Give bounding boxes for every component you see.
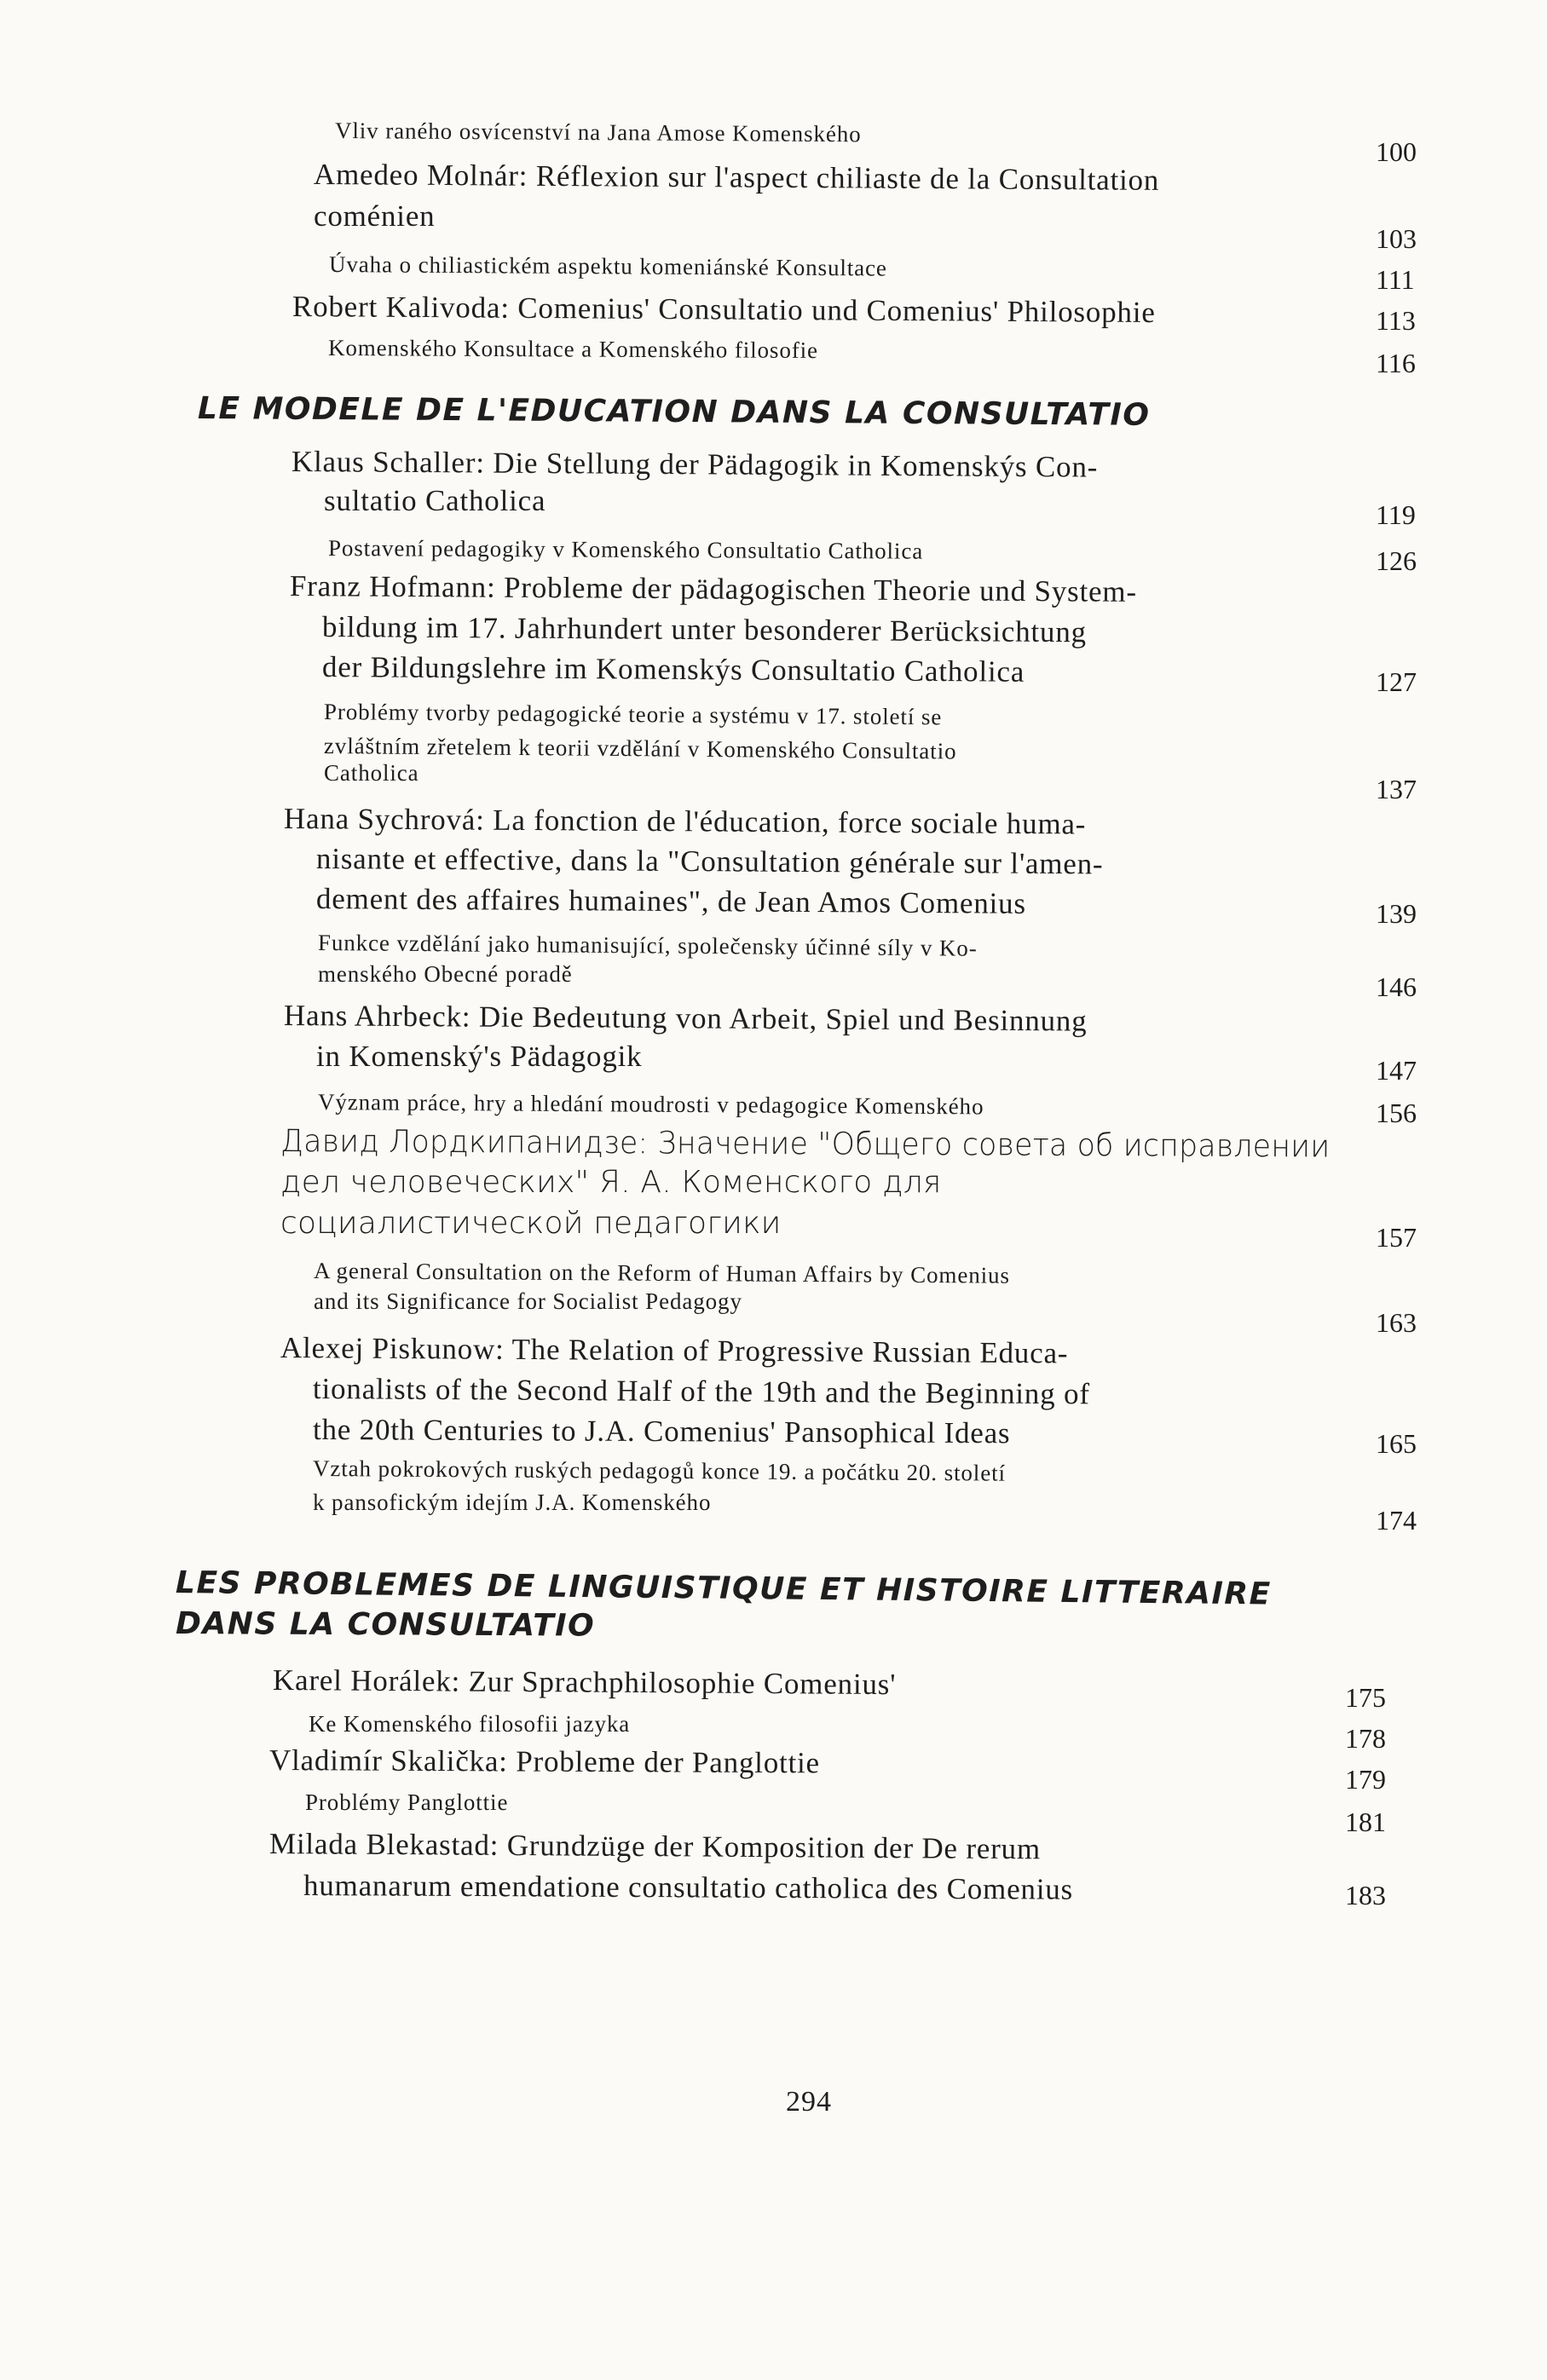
toc-entry-title: Milada Blekastad: Grundzüge der Komposition der De rerum [268, 1827, 1042, 1866]
toc-entry-title: Alexej Piskunow: The Relation of Progressive Russian Educa- [280, 1331, 1069, 1370]
toc-entry-translation: Úvaha o chiliastickém aspektu komeniánské Konsultace [328, 251, 887, 281]
toc-page-number: 116 [1376, 348, 1416, 378]
toc-page-number: 165 [1376, 1428, 1417, 1459]
toc-entry-title: humanarum emendatione consultatio catholica des Comenius [303, 1869, 1074, 1906]
toc-page-number: 147 [1376, 1055, 1417, 1086]
toc-entry-translation: Komenského Konsultace a Komenského filosofie [327, 335, 819, 364]
toc-entry-title: sultatio Catholica [324, 484, 546, 517]
toc-page-number: 139 [1376, 898, 1417, 929]
toc-entry-title: der Bildungslehre im Komenskýs Consultatio Catholica [321, 650, 1025, 689]
toc-entry-translation: Vztah pokrokových ruských pedagogů konce 19. a počátku 20. století [312, 1455, 1007, 1486]
toc-entry-title: nisante et effective, dans la "Consultation générale sur l'amen- [315, 842, 1104, 881]
toc-page-number: 111 [1376, 264, 1415, 295]
toc-entry-title: Давид Лордкипанидзе: Значение "Общего совета об исправлении [280, 1124, 1331, 1165]
toc-entry-title: Hana Sychrová: La fonction de l'éducation, force sociale huma- [283, 802, 1087, 841]
section-heading: DANS LA CONSULTATIO [175, 1606, 596, 1644]
toc-page-number: 156 [1376, 1098, 1417, 1128]
toc-entry-title: tionalists of the Second Half of the 19th and the Beginning of [312, 1372, 1090, 1411]
toc-entry-translation: Problémy tvorby pedagogické teorie a systému v 17. století se [323, 699, 943, 730]
toc-page-number: 126 [1376, 545, 1417, 576]
section-heading: LE MODELE DE L'EDUCATION DANS LA CONSULTATIO [197, 391, 1151, 433]
toc-entry-title: the 20th Centuries to J.A. Comenius' Pansophical Ideas [312, 1413, 1011, 1450]
toc-entry-title: bildung im 17. Jahrhundert unter besonderer Berücksichtung [321, 610, 1088, 649]
toc-page-number: 175 [1345, 1682, 1386, 1713]
toc-page-number: 113 [1376, 305, 1416, 336]
toc-entry-title: социалистической педагогики [280, 1206, 782, 1241]
toc-entry-translation: and its Significance for Socialist Pedagogy [314, 1288, 742, 1314]
toc-page-number: 178 [1345, 1723, 1386, 1754]
toc-entry-translation: A general Consultation on the Reform of Human Affairs by Comenius [313, 1258, 1010, 1288]
toc-entry-translation: Postavení pedagogiky v Komenského Consultatio Catholica [327, 535, 924, 564]
toc-entry-translation: Význam práce, hry a hledání moudrosti v pedagogice Komenského [317, 1089, 984, 1120]
toc-entry-title: coménien [314, 199, 436, 233]
toc-entry-translation: Problémy Panglottie [305, 1789, 509, 1815]
toc-page-number: 163 [1376, 1307, 1417, 1338]
toc-entry-title: dement des affaires humaines", de Jean Amos Comenius [315, 882, 1026, 920]
toc-entry-title: Klaus Schaller: Die Stellung der Pädagogik in Komenskýs Con- [291, 445, 1099, 484]
toc-entry-title: Robert Kalivoda: Comenius' Consultatio und Comenius' Philosophie [292, 290, 1156, 330]
toc-entry-translation: menského Obecné poradě [318, 961, 573, 987]
toc-entry-title: in Komenský's Pädagogik [316, 1040, 643, 1073]
toc-page-number: 146 [1376, 971, 1417, 1002]
toc-entry-title: Franz Hofmann: Probleme der pädagogischen Theorie und System- [289, 569, 1138, 608]
toc-page-number: 181 [1345, 1807, 1386, 1837]
toc-entry-translation: k pansofickým idejím J.A. Komenského [313, 1490, 712, 1515]
toc-page-number: 119 [1376, 499, 1416, 530]
toc-page-number: 100 [1376, 136, 1417, 167]
toc-entry-translation: Vliv raného osvícenství na Jana Amose Komenského [334, 118, 862, 147]
toc-entry-translation: Catholica [324, 760, 419, 786]
toc-page-number: 183 [1345, 1880, 1386, 1910]
section-heading: LES PROBLEMES DE LINGUISTIQUE ET HISTOIRE LITTERAIRE [175, 1565, 1272, 1612]
toc-page-number: 103 [1376, 223, 1417, 254]
toc-page-number: 127 [1376, 666, 1417, 697]
toc-entry-translation: zvláštním zřetelem k teorii vzdělání v Komenského Consultatio [323, 733, 957, 764]
toc-page-number: 174 [1376, 1505, 1417, 1536]
toc-entry-title: Vladimír Skalička: Probleme der Panglottie [268, 1743, 821, 1780]
toc-entry-translation: Funkce vzdělání jako humanisující, společensky účinné síly v Ko- [317, 930, 978, 961]
toc-entry-title: Hans Ahrbeck: Die Bedeutung von Arbeit, Spiel und Besinnung [283, 999, 1088, 1038]
toc-entry-translation: Ke Komenského filosofii jazyka [309, 1711, 631, 1737]
toc-entry-title: Amedeo Molnár: Réflexion sur l'aspect chiliaste de la Consultation [313, 158, 1160, 197]
toc-page-number: 179 [1345, 1764, 1386, 1795]
toc-page-number: 137 [1376, 774, 1417, 804]
page-number: 294 [786, 2086, 832, 2118]
toc-entry-title: дел человеческих" Я. А. Коменского для [280, 1165, 942, 1200]
toc-page-number: 157 [1376, 1222, 1417, 1253]
toc-entry-title: Karel Horálek: Zur Sprachphilosophie Comenius' [272, 1663, 897, 1702]
